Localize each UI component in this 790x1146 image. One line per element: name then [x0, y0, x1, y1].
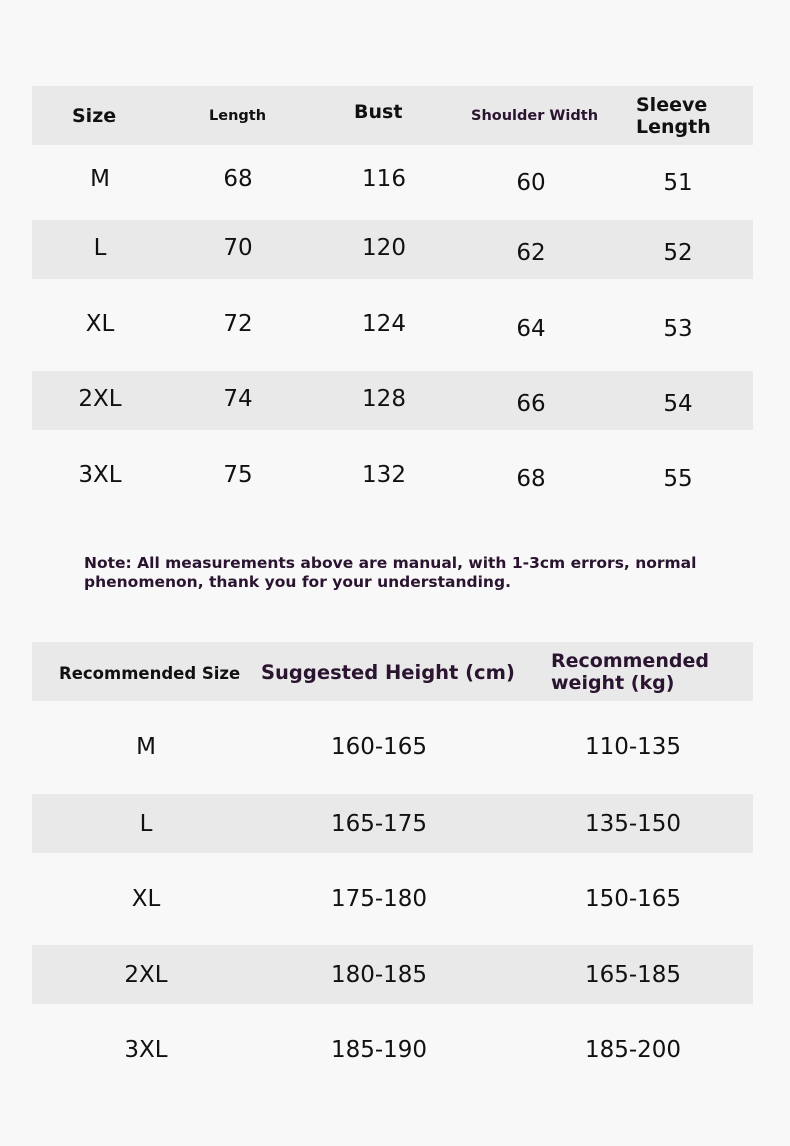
cell-bust: 120 — [362, 235, 406, 261]
cell-height: 180-185 — [330, 961, 428, 988]
table-row — [32, 1004, 753, 1096]
cell-shoulder: 66 — [516, 390, 546, 417]
table-row — [32, 220, 753, 279]
cell-bust: 116 — [362, 165, 406, 192]
cell-height: 175-180 — [330, 886, 428, 912]
table-row — [32, 794, 753, 853]
cell-size: 3XL — [78, 462, 122, 488]
cell-sleeve: 51 — [663, 169, 693, 196]
table-row — [32, 430, 753, 522]
cell-shoulder: 62 — [516, 239, 546, 266]
cell-bust: 132 — [362, 462, 406, 488]
cell-height: 165-175 — [330, 810, 428, 837]
header-recommended-size: Recommended Size — [59, 664, 241, 683]
cell-length: 75 — [223, 462, 253, 488]
cell-size: L — [93, 235, 107, 261]
cell-sleeve: 54 — [663, 390, 693, 417]
header-suggested-height: Suggested Height (cm) — [261, 661, 515, 684]
cell-size: M — [136, 733, 156, 760]
cell-weight: 135-150 — [584, 810, 682, 837]
header-size: Size — [72, 104, 117, 127]
header-recommended-weight: Recommended weight (kg) — [551, 649, 709, 694]
header-bust: Bust — [354, 100, 403, 123]
cell-length: 68 — [223, 165, 253, 192]
cell-size: 2XL — [124, 961, 168, 988]
cell-sleeve: 53 — [663, 316, 693, 342]
size-chart-table — [32, 86, 753, 522]
table-row — [32, 279, 753, 371]
cell-size: L — [139, 810, 153, 837]
cell-sleeve: 55 — [663, 466, 693, 492]
cell-size: M — [90, 165, 110, 192]
cell-size: 3XL — [124, 1037, 168, 1063]
header-sleeve-length: Sleeve Length — [636, 93, 711, 138]
cell-shoulder: 68 — [516, 466, 546, 492]
table-row — [32, 145, 753, 220]
table-row — [32, 853, 753, 945]
cell-bust: 124 — [362, 311, 406, 337]
cell-weight: 150-165 — [584, 886, 682, 912]
cell-weight: 110-135 — [584, 733, 682, 760]
cell-size: XL — [85, 311, 115, 337]
cell-shoulder: 60 — [516, 169, 546, 196]
header-length: Length — [209, 107, 267, 124]
cell-height: 160-165 — [330, 733, 428, 760]
cell-length: 72 — [223, 311, 253, 337]
cell-bust: 128 — [362, 386, 406, 412]
measurement-note: Note: All measurements above are manual, with 1-3cm errors, normal phenomenon, thank you for your understanding. — [84, 554, 697, 591]
recommendation-header-row — [32, 642, 753, 701]
cell-length: 74 — [223, 386, 253, 412]
cell-sleeve: 52 — [663, 239, 693, 266]
cell-size: 2XL — [78, 386, 122, 412]
cell-size: XL — [131, 886, 161, 912]
table-row — [32, 701, 753, 794]
cell-weight: 165-185 — [584, 961, 682, 988]
header-shoulder-width: Shoulder Width — [471, 107, 599, 124]
table-row — [32, 945, 753, 1004]
cell-length: 70 — [223, 235, 253, 261]
cell-shoulder: 64 — [516, 316, 546, 342]
cell-height: 185-190 — [330, 1037, 428, 1063]
table-row — [32, 371, 753, 430]
cell-weight: 185-200 — [584, 1037, 682, 1063]
recommendation-table — [32, 642, 753, 1096]
